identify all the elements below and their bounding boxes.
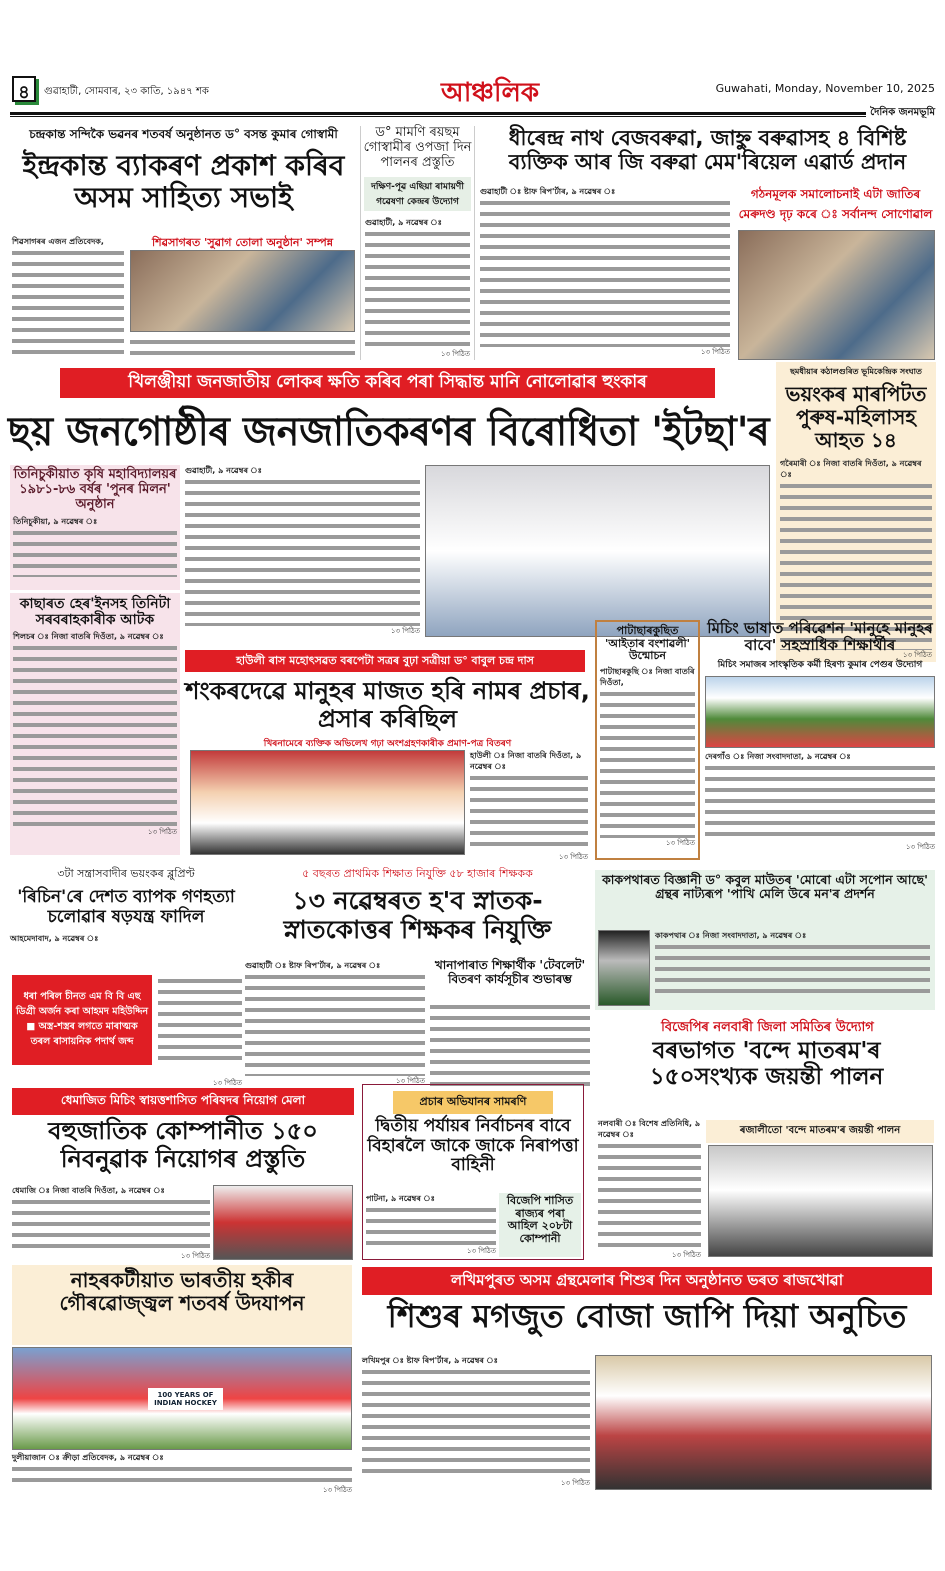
article-hockey-centenary: নাহৰকটীয়াত ভাৰতীয় হকীৰ গৌৰৱোজ্জ্বল শতবৰ্ষ উদযাপন	[12, 1265, 352, 1345]
article-kakopathar-play: কাকপথাৰত বিজ্ঞানী ড° কবুল মাউতৰ 'মোৰো এটা সপোন আছে' গ্ৰন্থৰ নাট্যৰূপ 'পাখি মেলি উৰে মন'ৰ প্ৰদৰ্শন কাকপথাৰ ঃ নিজা সংবাদদাতা, ৯ নৱেম্বৰ ঃ	[595, 870, 935, 1010]
lead-photo	[425, 465, 770, 637]
photo	[213, 1185, 353, 1260]
photo	[595, 1355, 932, 1490]
paper-section-title: আঞ্চলিক	[440, 78, 540, 108]
book-fair-headline: শিশুৰ মগজুত বোজা জাপি দিয়া অনুচিত	[387, 1297, 907, 1335]
article-reunion: তিনিচুকীয়াত কৃষি মহাবিদ্যালয়ৰ ১৯৮১-৮৬ বৰ্ষৰ 'পুনৰ মিলন' অনুষ্ঠান তিনিচুকীয়া, ৯ নৱেম্বৰ ঃ	[10, 465, 180, 590]
article-mamoni-goswami: ড° মামণি ৰয়ছম গোস্বামীৰ ওপজা দিন পালনৰ প্ৰস্তুতি দক্ষিণ-পূৱ এছিয়া ৰামায়ণী গৱেষণা কেন্দ্ৰৰ উদ্যোগ গুৱাহাটী, ৯ নৱেম্বৰ ঃ ১৩ পিঠিত	[360, 126, 475, 360]
photo	[598, 930, 650, 1006]
paper-name: দৈনিক জনমভূমি	[866, 105, 935, 122]
photo	[738, 230, 935, 360]
page-number: ৪	[12, 76, 36, 102]
article-heroin: কাছাৰত হেৰ'ইনসহ তিনিটা সৰবৰাহকাৰীক আটক শিলচৰ ঃ নিজা বাতৰি দিওঁতা, ৯ নৱেম্বৰ ঃ ১৩ পিঠিত	[10, 593, 180, 855]
photo	[705, 676, 935, 748]
headline: ইন্দ্ৰকান্ত ব্যাকৰণ প্ৰকাশ কৰিব অসম সাহিত্য সভাই	[22, 149, 345, 215]
masthead	[10, 72, 935, 122]
lead-headline: ছয় জনগোষ্ঠীৰ জনজাতিকৰণৰ বিৰোধিতা 'ইটছা'ৰ	[8, 409, 770, 455]
article-rg-baruah-award: ধীৰেন্দ্ৰ নাথ বেজবৰুৱা, জাহ্নু বৰুৱাসহ ৪ বিশিষ্ট ব্যক্তিক আৰ জি বৰুৱা মেম'ৰিয়েল এৱাৰ্ড প্ৰদান গুৱাহাটী ঃ ষ্টাফ ৰিপ'ৰ্টাৰ, ৯ নৱেম্বৰ ঃ ১৩ পিঠিত গঠনমূলক সমালোচনাই এটা জাতিৰ মেৰুদণ্ড দৃঢ় কৰে ঃ সৰ্বানন্দ সোণোৱাল	[480, 126, 935, 360]
photo	[130, 250, 355, 332]
article-clash: ছমধীয়াৰ কঠালগুৰিত ভূমিকেন্দ্ৰিক সংঘাত ভয়ংকৰ মাৰপিটত পুৰুষ-মহিলাসহ আহত ১৪ গৰৈমাৰী ঃ নিজা বাতৰি দিওঁতা, ৯ নৱেম্বৰ ঃ ১৩ পিঠিত	[776, 362, 936, 662]
sankardev-headline: শংকৰদেৱে মানুহৰ মাজত হৰি নামৰ প্ৰচাৰ, প্ৰসাৰ কৰিছিল	[185, 677, 590, 733]
article-ricin-plot: ৩টা সন্ত্ৰাসবাদীৰ ভয়ংকৰ ব্লুপ্ৰিণ্ট 'ৰিচিন'ৰে দেশত ব্যাপক গণহত্যা চলোৱাৰ ষড়যন্ত্ৰ ফাদিল আহমেদাবাদ, ৯ নৱেম্বৰ ঃ ধৰা পৰিল চীনত এম বি বি এছ ডিগ্ৰী অৰ্জন কৰা আহমদ মহিউদ্দিন ■ অস্ত্ৰ-শস্ত্ৰৰ লগতে মাৰাত্মক তৰল ৰাসায়নিক পদাৰ্থ জব্দ ১৩ পিঠিত	[10, 867, 242, 1087]
article-aitar-bongshawali: পাটাছাৰকুছিত 'আইতাৰ বংশাৱলী' উন্মোচন পাটাছাৰকুছি ঃ নিজা বাতৰি দিওঁতা, ১৩ পিঠিত	[595, 620, 700, 860]
article-mising-language: মিচিং ভাষাত পৰিৱেশন 'মানুহে মানুহৰ বাবে' সহস্ৰাধিক শিক্ষাৰ্থীৰ মিচিং সমাজৰ সাংস্কৃতিক কৰ্মী হিৰণ্য কুমাৰ পেগুৰ উদ্যোগ দেৰগাঁও ঃ নিজা সংবাদদাতা, ৯ নৱেম্বৰ ঃ ১৩ পিঠিত	[705, 619, 935, 851]
sankardev-banner: হাউলী ৰাস মহোৎসৱত বৰপেটা সত্ৰৰ বুঢ়া সত্ৰীয়া ড° বাবুল চন্দ্ৰ দাস	[185, 650, 585, 672]
article-sahitya-sabha: চন্দ্ৰকান্ত সন্দিকৈ ভৱনৰ শতবৰ্ষ অনুষ্ঠানত ড° বসন্ত কুমাৰ গোস্বামী ইন্দ্ৰকান্ত ব্যাকৰণ প্ৰকাশ কৰিব অসম সাহিত্য সভাই শিৱসাগৰৰ এজন প্ৰতিবেদক, শিৱসাগৰত 'সুৱাগ তোলা অনুষ্ঠান' সম্পন্ন	[12, 126, 355, 360]
english-date: Guwahati, Monday, November 10, 2025	[715, 82, 935, 95]
dhemaji-banner: ধেমাজিত মিচিং স্বায়ত্তশাসিত পৰিষদৰ নিয়োগ মেলা	[12, 1088, 354, 1115]
photo	[190, 750, 465, 855]
photo: 100 YEARS OF INDIAN HOCKEY	[12, 1347, 352, 1450]
vande-mataram-headline: বৰভাগত 'বন্দে মাতৰম'ৰ ১৫০সংখ্যক জয়ন্তী পালন	[649, 1038, 884, 1091]
masthead-rule	[10, 112, 935, 117]
photo	[708, 1145, 933, 1257]
article-teacher-appointment: ৫ বছৰত প্ৰাথমিক শিক্ষাত নিযুক্তি ৫৮ হাজাৰ শিক্ষকক ১৩ নৱেম্বৰত হ'ব স্নাতক-স্নাতকোত্তৰ শিক্ষকৰ নিযুক্তি গুৱাহাটী ঃ ষ্টাফ ৰিপ'ৰ্টাৰ, ৯ নৱেম্বৰ ঃ ১৩ পিঠিত খানাপাৰাত শিক্ষাৰ্থীক 'টেবলেট' বিতৰণ কাৰ্যসূচীৰ শুভাৰম্ভ	[245, 865, 590, 1090]
book-fair-banner: লখিমপুৰত অসম গ্ৰন্থমেলাৰ শিশুৰ দিন অনুষ্ঠানত ভৰত ৰাজখোৱা	[362, 1267, 932, 1295]
lead-banner: খিলঞ্জীয়া জনজাতীয় লোকৰ ক্ষতি কৰিব পৰা সিদ্ধান্ত মানি নোলোৱাৰ হুংকাৰ	[60, 368, 715, 398]
article-bihar-security: প্ৰচাৰ অভিযানৰ সামৰণি দ্বিতীয় পৰ্যায়ৰ নিৰ্বাচনৰ বাবে বিহাৰলৈ জাকে জাকে নিৰাপত্তা বাহিনী পাটনা, ৯ নৱেম্বৰ ঃ ১৩ পিঠিত বিজেপি শাসিত ৰাজ্যৰ পৰা আহিল ২০৮টা কোম্পানী	[362, 1084, 584, 1260]
local-date: গুৱাহাটী, সোমবাৰ, ২৩ কাতি, ১৯৪৭ শক	[44, 86, 209, 97]
